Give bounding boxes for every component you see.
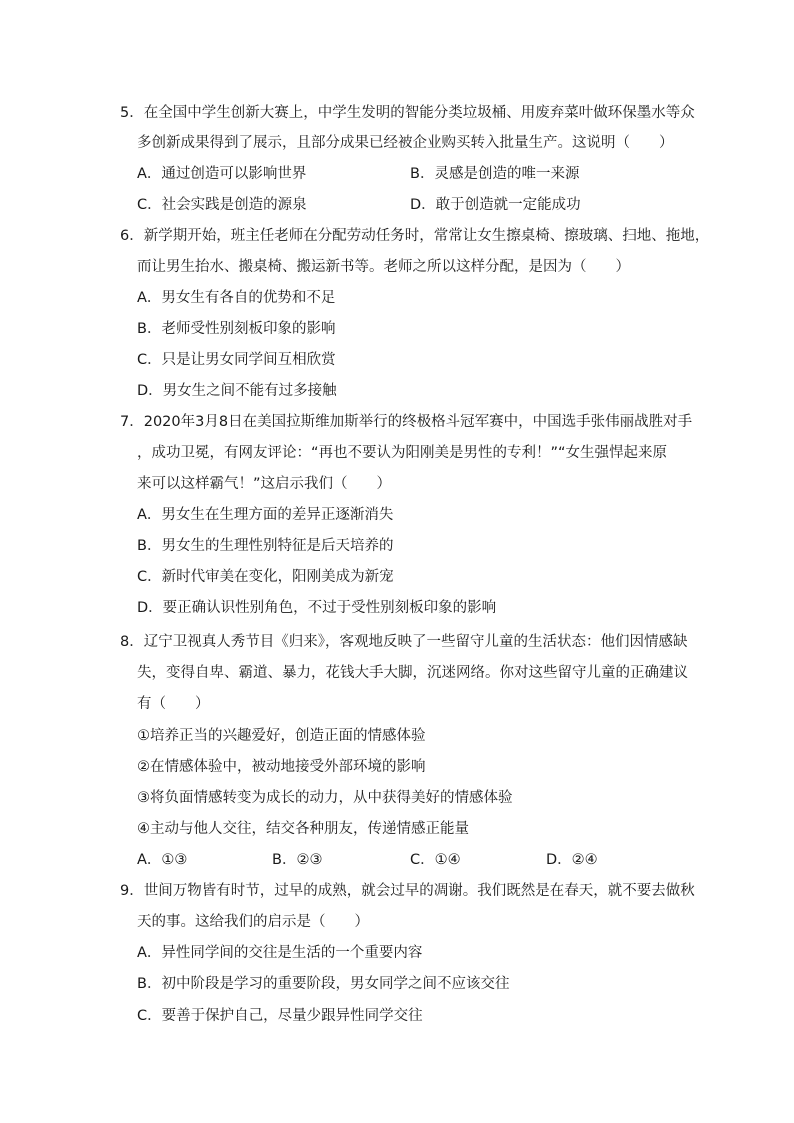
q8-item-3: ③将负面情感转变为成长的动力，从中获得美好的情感体验 [137,790,513,806]
q8-option-d: D．②④ [546,852,598,868]
q8-option-c: C．①④ [410,852,461,868]
q5-option-c: C．社会实践是创造的源泉 [137,197,307,213]
q8-stem-line-2: 失，变得自卑、霸道、暴力，花钱大手大脚，沉迷网络。你对这些留守儿童的正确建议 [137,665,688,681]
q6-option-b: B．老师受性别刻板印象的影响 [137,321,336,337]
q8-stem-line-3: 有（ ） [137,696,210,712]
q8-item-1: ①培养正当的兴趣爱好，创造正面的情感体验 [137,728,426,744]
q9-option-c: C．要善于保护自己，尽量少跟异性同学交往 [137,1008,423,1024]
q5-option-b: B．灵感是创造的唯一来源 [410,166,580,182]
q9-option-b: B．初中阶段是学习的重要阶段，男女同学之间不应该交往 [137,976,510,992]
q7-option-a: A．男女生在生理方面的差异正逐渐消失 [137,507,394,523]
q8-item-4: ④主动与他人交往，结交各种朋友，传递情感正能量 [137,821,469,837]
q5-option-d: D．敢于创造就一定能成功 [410,197,581,213]
q6-option-c: C．只是让男女同学间互相欣赏 [137,352,336,368]
q5-stem-line-2: 多创新成果得到了展示，且部分成果已经被企业购买转入批量生产。这说明（ ） [137,135,674,151]
q7-stem-line-1: 7．2020年3月8日在美国拉斯维加斯举行的终极格斗冠军赛中，中国选手张伟丽战胜对手 [120,414,693,430]
q7-stem-line-3: 来可以这样霸气！”这启示我们（ ） [137,476,392,492]
q8-item-2: ②在情感体验中，被动地接受外部环境的影响 [137,759,426,775]
q8-stem-line-1: 8．辽宁卫视真人秀节目《归来》，客观地反映了一些留守儿童的生活状态：他们因情感缺 [120,634,688,650]
q7-option-d: D．要正确认识性别角色，不过于受性别刻板印象的影响 [137,600,497,616]
q7-stem-line-2: ，成功卫冕，有网友评论：“再也不要认为阳刚美是男性的专利！”“女生强悍起来原 [137,445,668,461]
q6-stem-line-2: 而让男生抬水、搬桌椅、搬运新书等。老师之所以这样分配，是因为（ ） [137,259,630,275]
q9-stem-line-2: 天的事。这给我们的启示是（ ） [137,914,369,930]
q8-option-a: A．①③ [137,852,188,868]
q5-option-a: A．通过创造可以影响世界 [137,166,307,182]
q5-stem-line-1: 5．在全国中学生创新大赛上，中学生发明的智能分类垃圾桶、用废弃菜叶做环保墨水等众 [120,105,695,121]
q9-stem-line-1: 9．世间万物皆有时节，过早的成熟，就会过早的凋谢。我们既然是在春天，就不要去做秋 [120,883,695,899]
q6-option-a: A．男女生有各自的优势和不足 [137,290,336,306]
q6-option-d: D．男女生之间不能有过多接触 [137,383,337,399]
q9-option-a: A．异性同学间的交往是生活的一个重要内容 [137,945,423,961]
q7-option-b: B．男女生的生理性别特征是后天培养的 [137,538,394,554]
q8-option-b: B．②③ [272,852,323,868]
q7-option-c: C．新时代审美在变化，阳刚美成为新宠 [137,569,394,585]
q6-stem-line-1: 6．新学期开始，班主任老师在分配劳动任务时，常常让女生擦桌椅、擦玻璃、扫地、拖地， [120,228,710,244]
